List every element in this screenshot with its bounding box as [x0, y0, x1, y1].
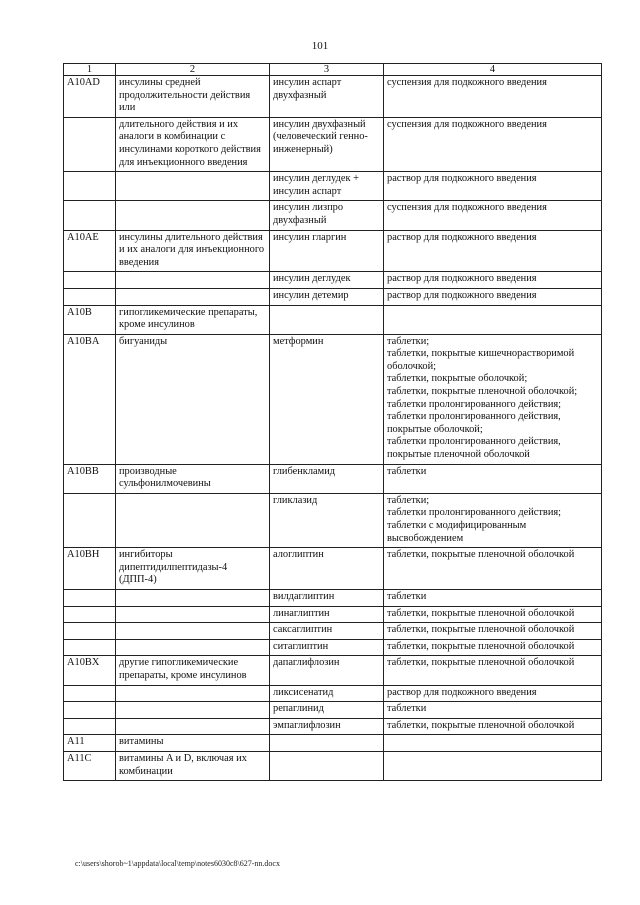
drug-name-cell: инсулин аспарт двухфазный — [270, 76, 384, 118]
table-header-row — [64, 64, 602, 76]
drug-name-cell: дапаглифлозин — [270, 656, 384, 685]
table-body — [64, 64, 602, 781]
drug-name-cell: ситаглиптин — [270, 639, 384, 656]
dosage-form-cell: таблетки, покрытые пленочной оболочкой — [384, 623, 602, 640]
table-row — [64, 464, 602, 493]
group-name-cell: гипогликемические препараты, кроме инсулинов — [116, 305, 270, 334]
atc-code-cell — [64, 702, 116, 719]
drug-name-cell — [270, 751, 384, 780]
group-name-cell: длительного действия и их аналоги в комбинации с инсулинами короткого действия для инъекционного введения — [116, 117, 270, 171]
table-row — [64, 606, 602, 623]
footer-file-path: c:\users\shorob~1\appdata\local\temp\notes6030c8\627-nn.docx — [75, 859, 280, 868]
table-row — [64, 751, 602, 780]
atc-code-cell — [64, 172, 116, 201]
drug-name-cell: инсулин деглудек + инсулин аспарт — [270, 172, 384, 201]
dosage-form-cell: раствор для подкожного введения — [384, 685, 602, 702]
dosage-form-cell: таблетки — [384, 464, 602, 493]
atc-code-cell — [64, 589, 116, 606]
atc-code-cell: A10BB — [64, 464, 116, 493]
group-name-cell: инсулины длительного действия и их аналоги для инъекционного введения — [116, 230, 270, 272]
drug-table — [63, 63, 602, 781]
header-col-2: 2 — [116, 64, 270, 76]
dosage-form-cell — [384, 735, 602, 752]
group-name-cell — [116, 639, 270, 656]
group-name-cell — [116, 589, 270, 606]
drug-name-cell: глибенкламид — [270, 464, 384, 493]
atc-code-cell — [64, 639, 116, 656]
atc-code-cell: A11 — [64, 735, 116, 752]
table-row — [64, 735, 602, 752]
group-name-cell: витамины — [116, 735, 270, 752]
atc-code-cell: A11C — [64, 751, 116, 780]
table-row — [64, 702, 602, 719]
drug-name-cell: линаглиптин — [270, 606, 384, 623]
dosage-form-cell — [384, 751, 602, 780]
header-col-1: 1 — [64, 64, 116, 76]
dosage-form-cell: раствор для подкожного введения — [384, 288, 602, 305]
drug-name-cell: ликсисенатид — [270, 685, 384, 702]
group-name-cell: витамины A и D, включая их комбинации — [116, 751, 270, 780]
table-row — [64, 639, 602, 656]
drug-name-cell: инсулин детемир — [270, 288, 384, 305]
dosage-form-cell: таблетки, покрытые пленочной оболочкой — [384, 718, 602, 735]
drug-name-cell: алоглиптин — [270, 548, 384, 590]
drug-name-cell: гликлазид — [270, 493, 384, 547]
page-number: 101 — [311, 40, 329, 52]
table-row — [64, 718, 602, 735]
dosage-form-cell: суспензия для подкожного введения — [384, 117, 602, 171]
group-name-cell: ингибиторы дипептидилпептидазы-4 (ДПП-4) — [116, 548, 270, 590]
table-row — [64, 305, 602, 334]
atc-code-cell: A10AD — [64, 76, 116, 118]
table-row — [64, 172, 602, 201]
atc-code-cell — [64, 288, 116, 305]
group-name-cell: другие гипогликемические препараты, кроме инсулинов — [116, 656, 270, 685]
header-col-3: 3 — [270, 64, 384, 76]
table-row — [64, 272, 602, 289]
group-name-cell — [116, 172, 270, 201]
group-name-cell — [116, 288, 270, 305]
table-row — [64, 623, 602, 640]
drug-name-cell: инсулин двухфазный (человеческий генно-инженерный) — [270, 117, 384, 171]
drug-name-cell: вилдаглиптин — [270, 589, 384, 606]
table-row — [64, 117, 602, 171]
atc-code-cell — [64, 606, 116, 623]
table-row — [64, 493, 602, 547]
dosage-form-cell — [384, 305, 602, 334]
group-name-cell: производные сульфонилмочевины — [116, 464, 270, 493]
atc-code-cell — [64, 272, 116, 289]
group-name-cell — [116, 623, 270, 640]
drug-name-cell: саксаглиптин — [270, 623, 384, 640]
table-row — [64, 288, 602, 305]
atc-code-cell: A10AE — [64, 230, 116, 272]
drug-name-cell — [270, 735, 384, 752]
atc-code-cell — [64, 718, 116, 735]
dosage-form-cell: раствор для подкожного введения — [384, 230, 602, 272]
dosage-form-cell: таблетки; таблетки, покрытые кишечнорастворимой оболочкой; таблетки, покрытые оболочкой; таблетки, покрытые пленочной оболочкой; таблетки пролонгированного действия; таблетки пролонгированного действия, покрытые оболочкой; таблетки пролонгированного действия, покрытые пленочной оболочкой — [384, 334, 602, 464]
drug-name-cell — [270, 305, 384, 334]
table-row — [64, 76, 602, 118]
atc-code-cell: A10B — [64, 305, 116, 334]
atc-code-cell — [64, 201, 116, 230]
atc-code-cell: A10BA — [64, 334, 116, 464]
group-name-cell — [116, 201, 270, 230]
header-col-4: 4 — [384, 64, 602, 76]
drug-name-cell: репаглинид — [270, 702, 384, 719]
dosage-form-cell: таблетки — [384, 702, 602, 719]
dosage-form-cell: таблетки — [384, 589, 602, 606]
atc-code-cell — [64, 685, 116, 702]
drug-name-cell: инсулин деглудек — [270, 272, 384, 289]
table-row — [64, 230, 602, 272]
table-row — [64, 548, 602, 590]
group-name-cell — [116, 702, 270, 719]
dosage-form-cell: таблетки; таблетки пролонгированного действия; таблетки с модифицированным высвобождением — [384, 493, 602, 547]
dosage-form-cell: таблетки, покрытые пленочной оболочкой — [384, 548, 602, 590]
group-name-cell — [116, 685, 270, 702]
dosage-form-cell: таблетки, покрытые пленочной оболочкой — [384, 656, 602, 685]
atc-code-cell — [64, 623, 116, 640]
dosage-form-cell: таблетки, покрытые пленочной оболочкой — [384, 639, 602, 656]
dosage-form-cell: суспензия для подкожного введения — [384, 76, 602, 118]
dosage-form-cell: раствор для подкожного введения — [384, 172, 602, 201]
dosage-form-cell: суспензия для подкожного введения — [384, 201, 602, 230]
atc-code-cell: A10BX — [64, 656, 116, 685]
atc-code-cell — [64, 493, 116, 547]
atc-code-cell — [64, 117, 116, 171]
drug-name-cell: инсулин лизпро двухфазный — [270, 201, 384, 230]
table-row — [64, 589, 602, 606]
group-name-cell — [116, 493, 270, 547]
group-name-cell: инсулины средней продолжительности действия или — [116, 76, 270, 118]
group-name-cell — [116, 272, 270, 289]
group-name-cell: бигуаниды — [116, 334, 270, 464]
table-row — [64, 656, 602, 685]
table-row — [64, 685, 602, 702]
dosage-form-cell: таблетки, покрытые пленочной оболочкой — [384, 606, 602, 623]
group-name-cell — [116, 606, 270, 623]
atc-code-cell: A10BH — [64, 548, 116, 590]
group-name-cell — [116, 718, 270, 735]
table-row — [64, 334, 602, 464]
drug-name-cell: эмпаглифлозин — [270, 718, 384, 735]
drug-name-cell: метформин — [270, 334, 384, 464]
dosage-form-cell: раствор для подкожного введения — [384, 272, 602, 289]
drug-name-cell: инсулин гларгин — [270, 230, 384, 272]
table-row — [64, 201, 602, 230]
